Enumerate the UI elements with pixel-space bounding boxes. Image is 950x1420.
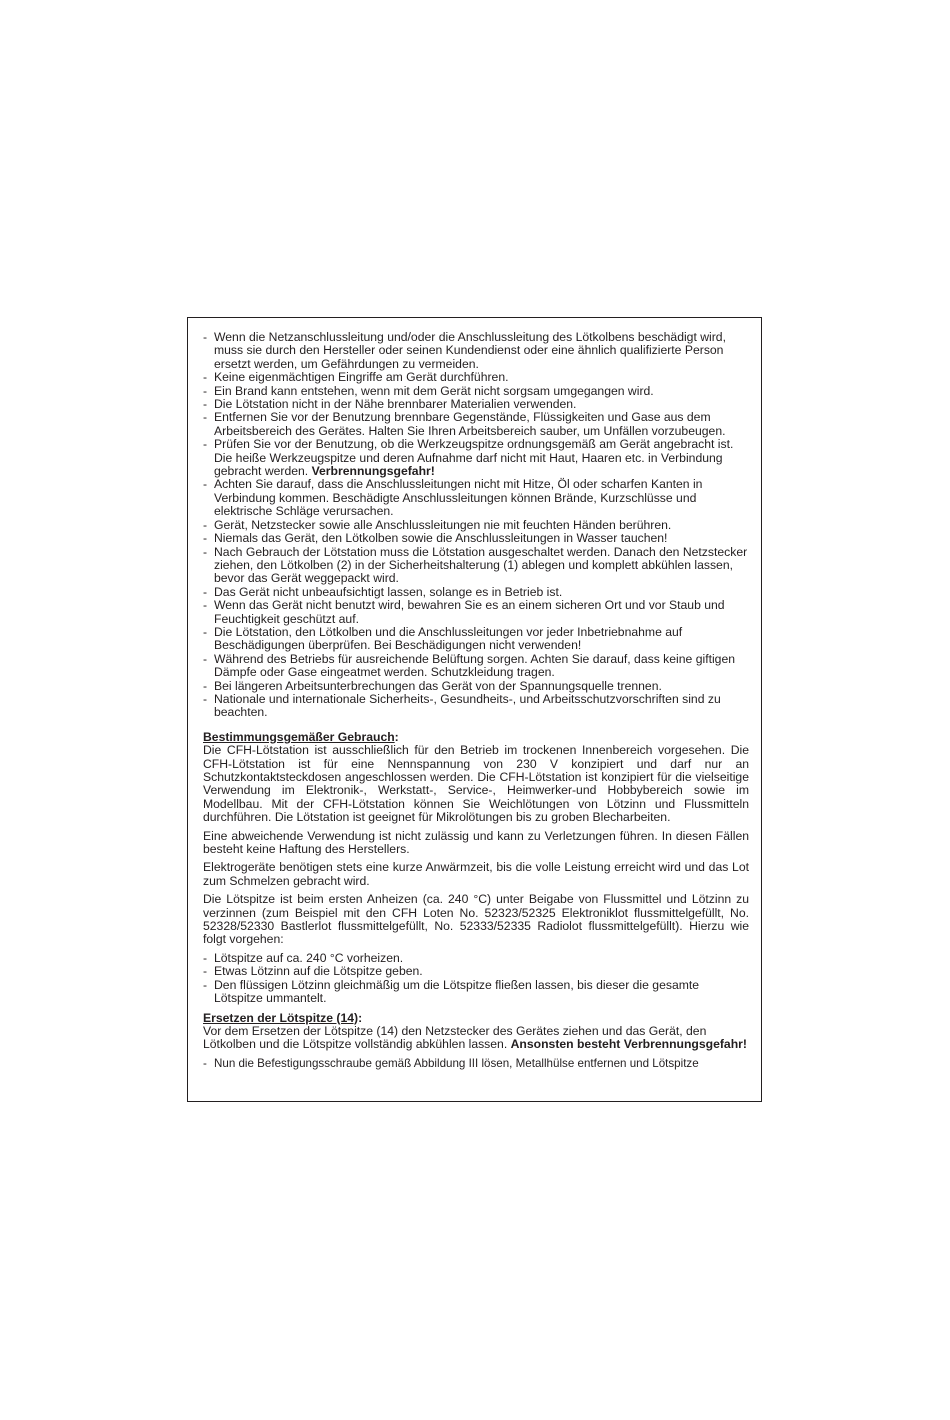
list-item: - Die Lötstation, den Lötkolben und die Anschlussleitungen vor jeder Inbetriebnahme auf Beschädigungen überprüfen. Bei Beschädigungen nicht verwenden! [203,626,749,653]
warmup-paragraph: Elektrogeräte benötigen stets eine kurze Anwärmzeit, bis die volle Leistung erreicht wird und das Lot zum Schmelzen gebracht wird. [203,860,749,888]
list-item: - Entfernen Sie vor der Benutzung brennbare Gegenstände, Flüssigkeiten und Gase aus dem Arbeitsbereich des Gerätes. Halten Sie Ihren Arbeitsbereich sauber, um Unfällen vorzubeugen. [203,411,749,438]
burn-warning: Verbrennungsgefahr! [311,464,435,479]
list-item: - Gerät, Netzstecker sowie alle Anschlussleitungen nie mit feuchten Händen berühren. [203,519,749,532]
list-item: - Wenn die Netzanschlussleitung und/oder die Anschlussleitung des Lötkolbens beschädigt wird, muss sie durch den Hersteller oder seinen Kundendienst oder eine ähnlich qualifizierte Person ersetzt werden, um Gefährdungen zu vermeiden. [203,331,749,371]
replace-tip-steps [203,1057,749,1070]
intended-use-paragraph: Die CFH-Lötstation ist ausschließlich für den Betrieb im trockenen Innenbereich vorgesehen. Die CFH-Lötstation ist für eine Nennspannung von 230 V konzipiert und darf nur an Schutzkontaktsteckdosen angeschlossen werden. Die CFH-Lötstation ist konzipiert für die vielseitige Verwendung im Elektronik-, Werkstatt-, Service-, Heimwerker-und Hobbybereich sowie im Modellbau. Mit der CFH-Lötstation können Sie Weichlötungen von Lötzinn und Flussmitteln durchführen. Die Lötstation ist geeignet für Mikrolötungen bis zu groben Blecharbeiten. [203,743,749,825]
list-item: - Etwas Lötzinn auf die Lötspitze geben. [203,965,749,978]
misuse-paragraph: Eine abweichende Verwendung ist nicht zulässig und kann zu Verletzungen führen. In diesen Fällen besteht keine Haftung des Herstellers. [203,828,749,857]
replace-tip-paragraph: Vor dem Ersetzen der Lötspitze (14) den Netzstecker des Gerätes ziehen und das Gerät, den Lötkolben und die Lötspitze vollständig abkühlen lassen. Ansonsten besteht Verbrennungsgefahr! [203,1023,747,1052]
tinning-paragraph: Die Lötspitze ist beim ersten Anheizen (ca. 240 °C) unter Beigabe von Flussmittel und Lötzinn zu verzinnen (zum Beispiel mit den CFH Loten No. 52323/52325 Elektroniklot flussmittelgefüllt, No. 52328/52330 Bastlerlot flussmittelgefüllt, No. 52333/52335 Radiolot flussmittelgefüllt). Hierzu wie folgt vorgehen: [203,892,749,947]
burn-warning: Ansonsten besteht Verbrennungsgefahr! [510,1037,747,1052]
list-item: - Wenn das Gerät nicht benutzt wird, bewahren Sie es an einem sicheren Ort und vor Staub und Feuchtigkeit geschützt auf. [203,599,749,626]
list-item: - Das Gerät nicht unbeaufsichtigt lassen, solange es in Betrieb ist. [203,586,749,599]
manual-content [203,331,749,1070]
list-item: - Die Lötstation nicht in der Nähe brennbarer Materialien verwenden. [203,398,749,411]
list-item: - Ein Brand kann entstehen, wenn mit dem Gerät nicht sorgsam umgegangen wird. [203,385,749,398]
list-item: - Achten Sie darauf, dass die Anschlussleitungen nicht mit Hitze, Öl oder scharfen Kanten in Verbindung kommen. Beschädigte Anschlussleitungen können Brände, Kurzschlüsse und elektrische Schläge verursachen. [203,478,749,518]
list-item: - Während des Betriebs für ausreichende Belüftung sorgen. Achten Sie darauf, dass keine giftigen Dämpfe oder Gase eingeatmet werden. Schutzkleidung tragen. [203,653,749,680]
list-item: - Nun die Befestigungsschraube gemäß Abbildung III lösen, Metallhülse entfernen und Lötspitze [203,1057,749,1070]
list-item: - Keine eigenmächtigen Eingriffe am Gerät durchführen. [203,371,749,384]
tinning-steps [203,952,749,1006]
list-item: - Nach Gebrauch der Lötstation muss die Lötstation ausgeschaltet werden. Danach den Netzstecker ziehen, den Lötkolben (2) in der Sicherheitshalterung (1) ablegen und komplett abkühlen lassen, bevor das Gerät weggepackt wird. [203,546,749,586]
list-item: - Den flüssigen Lötzinn gleichmäßig um die Lötspitze fließen lassen, bis dieser die gesamte Lötspitze ummantelt. [203,979,749,1006]
list-item: - Prüfen Sie vor der Benutzung, ob die Werkzeugspitze ordnungsgemäß am Gerät angebracht ist. Die heiße Werkzeugspitze und deren Aufnahme darf nicht mit Haut, Haaren etc. in Verbindung gebracht werden. Verbrennungsgefahr! [203,438,749,478]
safety-list [203,331,749,720]
intended-use-heading: Bestimmungsgemäßer Gebrauch: [203,729,399,744]
list-item: - Lötspitze auf ca. 240 °C vorheizen. [203,952,749,965]
list-item: - Bei längeren Arbeitsunterbrechungen das Gerät von der Spannungsquelle trennen. [203,680,749,693]
replace-tip-heading: Ersetzen der Lötspitze (14): [203,1010,363,1025]
manual-text-box [187,317,762,1102]
list-item: - Nationale und internationale Sicherheits-, Gesundheits-, und Arbeitsschutzvorschriften sind zu beachten. [203,693,749,720]
list-item: - Niemals das Gerät, den Lötkolben sowie die Anschlussleitungen in Wasser tauchen! [203,532,749,545]
